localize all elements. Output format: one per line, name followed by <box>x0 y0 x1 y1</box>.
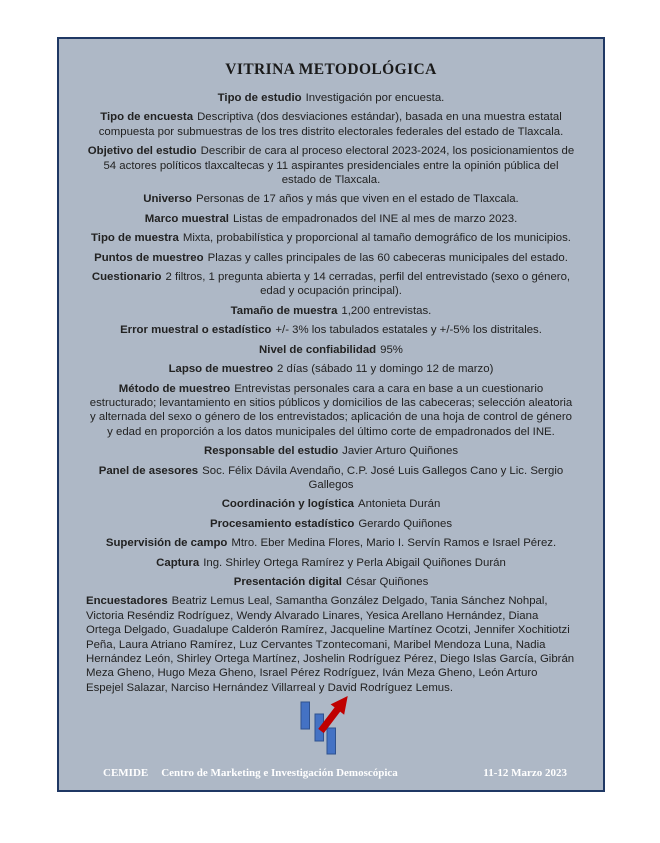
field-puntos-de-muestreo <box>86 251 576 265</box>
field-error-muestral <box>86 323 576 337</box>
field-label: Procesamiento estadístico <box>209 517 355 530</box>
field-universo <box>86 192 576 206</box>
field-metodo-de-muestreo <box>86 382 576 440</box>
field-label: Coordinación y logística <box>221 498 354 511</box>
field-value: Entrevistas personales cara a cara en base a un cuestionario estructurado; levantamiento en sitios públicos y domicilios de las cabeceras; selección aleatoria y alternada del sexo o género de los entrevistados; aplicación de una hoja de control de género y edad en proporción a los datos municipales del último corte de empadronados del INE. <box>89 382 573 438</box>
bar-chart-growth-arrow-icon <box>300 694 362 756</box>
field-value: Antonieta Durán <box>357 498 441 511</box>
field-label: Captura <box>156 556 200 569</box>
footer-org-name: Centro de Marketing e Investigación Demoscópica <box>161 767 398 779</box>
field-value: Beatriz Lemus Leal, Samantha González Delgado, Tania Sánchez Nohpal, Victoria Reséndiz Rodríguez, Wendy Alvarado Linares, Yesica Arellano Hernández, Diana Ortega Delgado, Guadalupe Calderón Ramírez, Jacqueline Martínez Ocotzi, Jennifer Xochitiotzi Peña, Laura Atriano Ramírez, Luz Cervantes Tzontecomani, Maribel Mendoza Luna, Nadia Hernández León, Shirley Ortega Martínez, Joshelin Rodríguez Pérez, Diego Islas García, Gibrán Meza Gheno, Hugo Meza Gheno, Israel Pérez Rodríguez, Iván Meza Gheno, León Arturo Espejel Salazar, Narciso Hernández Villarreal y David Rodríguez Lemus. <box>86 595 575 694</box>
field-label: Panel de asesores <box>98 464 199 477</box>
field-value: Javier Arturo Quiñones <box>342 445 459 458</box>
field-marco-muestral <box>86 212 576 226</box>
field-value: Ing. Shirley Ortega Ramírez y Perla Abigail Quiñones Durán <box>203 556 506 569</box>
field-cuestionario <box>86 270 576 299</box>
footer-date: 11-12 Marzo 2023 <box>483 767 567 779</box>
field-value: Soc. Félix Dávila Avendaño, C.P. José Luis Gallegos Cano y Lic. Sergio Gallegos <box>202 464 564 491</box>
field-value: César Quiñones <box>345 575 429 588</box>
field-label: Encuestadores <box>86 595 168 608</box>
field-label: Marco muestral <box>144 212 229 225</box>
field-presentacion-digital <box>86 575 576 589</box>
field-tipo-de-estudio <box>86 91 576 105</box>
field-captura <box>86 556 576 570</box>
field-tipo-de-muestra <box>86 231 576 245</box>
footer-bar <box>103 767 567 779</box>
field-value: Plazas y calles principales de las 60 cabeceras municipales del estado. <box>207 251 568 264</box>
field-label: Lapso de muestreo <box>168 363 274 376</box>
field-value: 1,200 entrevistas. <box>341 304 432 317</box>
field-value: 2 días (sábado 11 y domingo 12 de marzo) <box>277 363 494 376</box>
field-value: Listas de empadronados del INE al mes de marzo 2023. <box>232 212 518 225</box>
field-tipo-de-encuesta <box>86 110 576 139</box>
field-procesamiento-estadistico <box>86 517 576 531</box>
methodology-card <box>57 37 605 792</box>
field-label: Universo <box>143 193 192 206</box>
field-label: Método de muestreo <box>118 382 231 395</box>
field-coordinacion-y-logistica <box>86 497 576 511</box>
field-nivel-de-confiabilidad <box>86 343 576 357</box>
field-value: Mtro. Eber Medina Flores, Mario I. Servín Ramos e Israel Pérez. <box>231 537 557 550</box>
field-panel-de-asesores <box>86 464 576 493</box>
bar-chart-bar-1 <box>301 702 310 729</box>
field-value: Personas de 17 años y más que viven en el estado de Tlaxcala. <box>196 193 519 206</box>
field-value: 2 filtros, 1 pregunta abierta y 14 cerradas, perfil del entrevistado (sexo o género, edad y ocupación principal). <box>165 271 571 298</box>
cemide-logo <box>300 694 362 756</box>
field-value: Descriptiva (dos desviaciones estándar), basada en una muestra estatal compuesta por submuestras de los tres distrito electorales federales del estado de Tlaxcala. <box>98 111 564 138</box>
footer-org-abbr: CEMIDE <box>103 767 149 779</box>
field-supervision-de-campo <box>86 536 576 550</box>
field-value: Mixta, probabilística y proporcional al tamaño demográfico de los municipios. <box>182 232 571 245</box>
field-tamano-de-muestra <box>86 304 576 318</box>
field-value: Gerardo Quiñones <box>358 517 453 530</box>
field-responsable-del-estudio <box>86 444 576 458</box>
field-lapso-de-muestreo <box>86 362 576 376</box>
field-label: Puntos de muestreo <box>94 251 204 264</box>
field-value: Describir de cara al proceso electoral 2023-2024, los posicionamientos de 54 actores políticos tlaxcaltecas y 11 aspirantes presidenciales entre la opinión pública del estado de Tlaxcala. <box>103 145 575 187</box>
field-label: Error muestral o estadístico <box>120 324 272 337</box>
field-value: Investigación por encuesta. <box>305 92 445 104</box>
field-label: Tipo de muestra <box>91 232 179 245</box>
field-value: 95% <box>380 343 403 356</box>
field-label: Supervisión de campo <box>105 537 228 550</box>
field-label: Responsable del estudio <box>203 445 339 458</box>
field-encuestadores <box>86 594 576 695</box>
page-title: VITRINA METODOLÓGICA <box>225 61 437 78</box>
field-label: Objetivo del estudio <box>87 145 197 158</box>
field-label: Tipo de estudio <box>217 92 302 104</box>
field-label: Presentación digital <box>233 575 342 588</box>
field-value: +/- 3% los tabulados estatales y +/-5% los distritales. <box>275 324 542 337</box>
bar-chart-bar-3 <box>327 728 336 754</box>
field-objetivo-del-estudio <box>86 144 576 187</box>
field-label: Cuestionario <box>91 271 162 284</box>
field-label: Nivel de confiabilidad <box>259 343 377 356</box>
field-label: Tamaño de muestra <box>230 304 338 317</box>
field-label: Tipo de encuesta <box>100 111 194 124</box>
